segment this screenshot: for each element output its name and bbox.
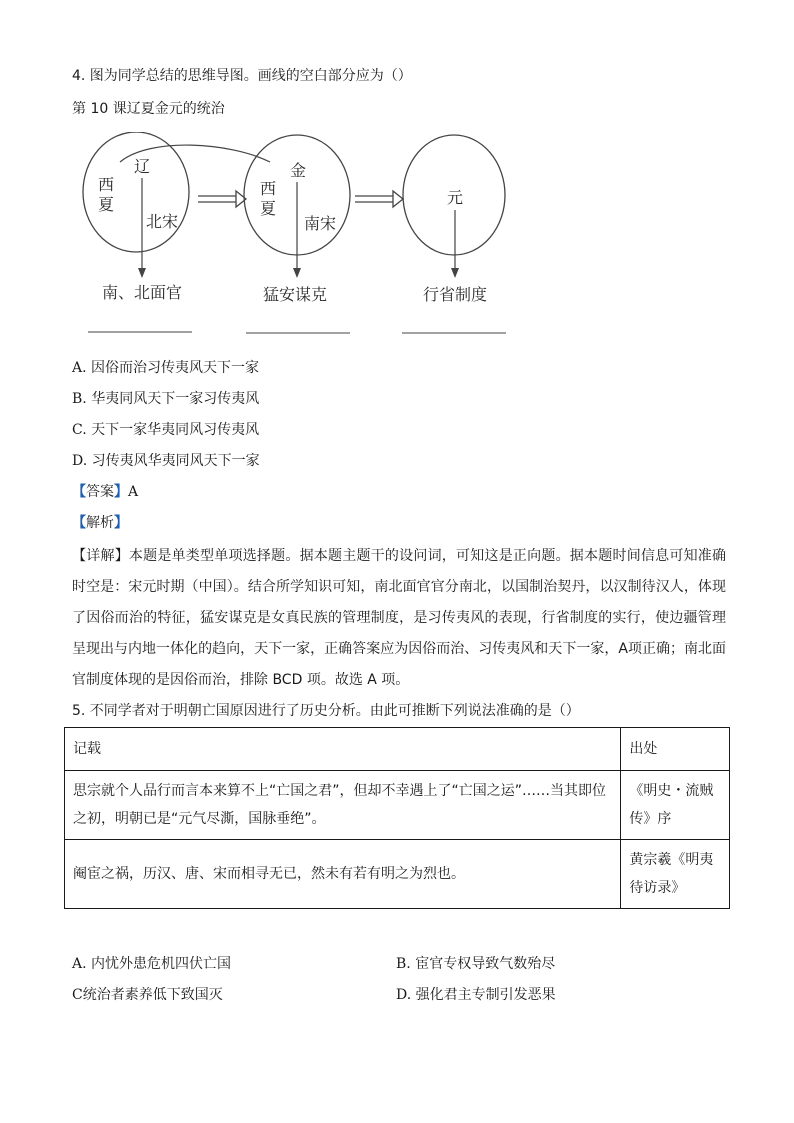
yuan-label: 元 [447,188,464,207]
table-header: 出处 [621,728,730,771]
q4-option-c: C. 天下一家华夷同风习传夷风 [72,422,260,438]
nanbei-mianguan-label: 南、北面官 [102,283,183,302]
liao-label: 辽 [134,157,151,176]
table-cell: 阉宦之祸，历汉、唐、宋而相寻无已，然未有若有明之为烈也。 [65,840,621,909]
mind-map-diagram [80,132,520,347]
lesson-title: 第 10 课辽夏金元的统治 [72,101,225,117]
arrow-head-3 [451,268,459,278]
q5-option-b: B. 宦官专权导致气数殆尽 [396,956,556,972]
q4-option-b: B. 华夷同风天下一家习传夷风 [72,391,260,407]
records-table [64,727,730,909]
table-cell: 黄宗羲《明夷待访录》 [621,840,730,909]
arrow-head-1 [138,268,146,278]
q4-stem: 4. 图为同学总结的思维导图。画线的空白部分应为（） [72,68,412,84]
analysis-line: 【解析】 [72,515,128,531]
table-row [65,840,730,909]
beisong-label: 北宋 [146,212,179,231]
q5-option-c: C统治者素养低下致国灭 [72,987,223,1003]
q5-option-d: D. 强化君主专制引发恶果 [396,987,556,1003]
mengan-mouke-label: 猛安谋克 [263,285,328,304]
answer-line: 【答案】A [72,484,139,500]
xingsheng-label: 行省制度 [423,285,488,304]
table-row [65,771,730,840]
q5-option-a: A. 内忧外患危机四伏亡国 [72,956,232,972]
jin-label: 金 [290,161,307,180]
table-header-row [65,728,730,771]
xixia-label-2a: 西 [260,179,277,198]
detail-paragraph: 【详解】本题是单类型单项选择题。据本题主题干的设问词，可知这是正向题。据本题时间信息可知准确时空是：宋元时期（中国）。结合所学知识可知，南北面官官分南北，以国制治契丹，以汉制待汉人，体现了因俗而治的特征，猛安谋克是女真民族的管理制度，是习传夷风的表现，行省制度的实行，使边疆管理呈现出与内地一体化的趋向，天下一家，正确答案应为因俗而治、习传夷风和天下一家，A项正确；南北面官制度体现的是因俗而治，排除 BCD 项。故选 A 项。 [72,548,727,688]
xixia-label-2b: 夏 [260,199,277,218]
arrow-head-2 [293,268,301,278]
q4-option-a: A. 因俗而治习传夷风天下一家 [72,360,260,376]
table-cell: 《明史・流贼传》序 [621,771,730,840]
table-header: 记载 [65,728,621,771]
nansong-label: 南宋 [304,214,337,233]
q5-stem: 5. 不同学者对于明朝亡国原因进行了历史分析。由此可推断下列说法准确的是（） [72,703,580,719]
table-cell: 思宗就个人品行而言本来算不上“亡国之君”，但却不幸遇上了“亡国之运”……当其即位之初，明朝已是“元气尽澌，国脉垂绝”。 [65,771,621,840]
xixia-label-1b: 夏 [98,195,115,214]
xixia-label-1a: 西 [98,175,115,194]
double-arrow-2 [393,191,403,207]
q4-option-d: D. 习传夷风华夷同风天下一家 [72,453,260,469]
